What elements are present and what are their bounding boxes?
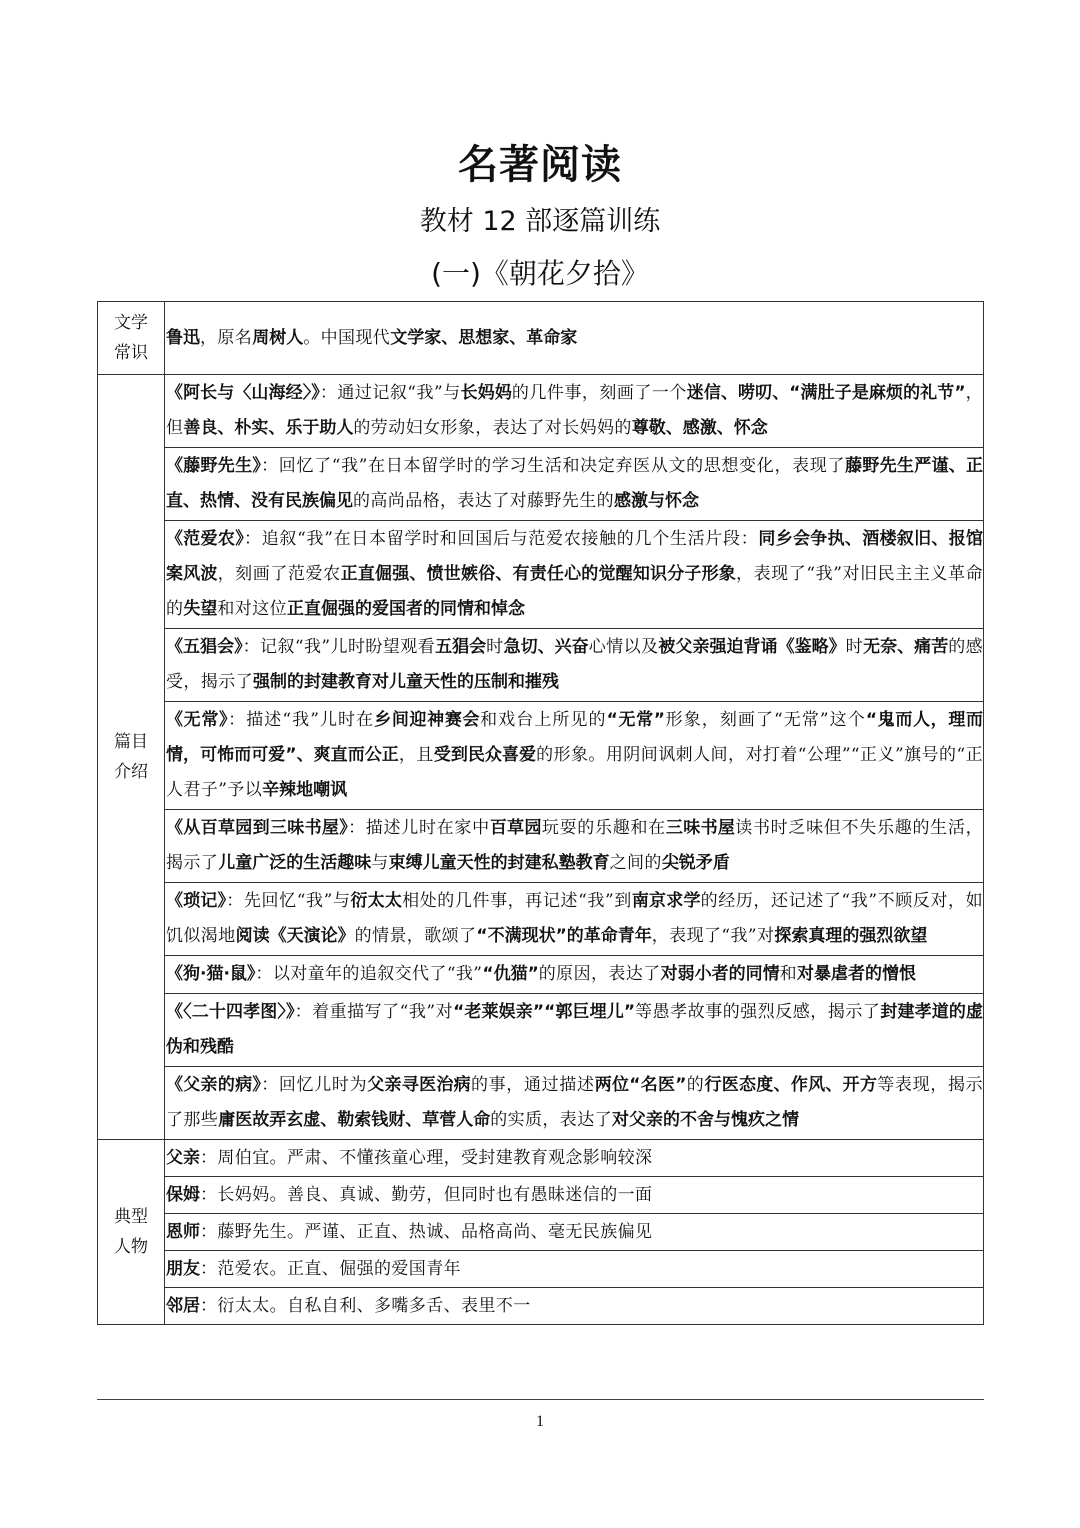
body-text: ，刻画了范爱农 xyxy=(217,564,341,584)
keyword-text: 正直倔强、愤世嫉俗、有责任心的觉醒知识分子形象 xyxy=(340,564,736,584)
character-entry xyxy=(165,1214,983,1250)
summary-table xyxy=(97,301,984,1325)
body-text: 的事，通过描述 xyxy=(470,1075,595,1095)
character-role: 保姆 xyxy=(166,1185,200,1205)
body-text: ，但 xyxy=(166,383,984,438)
table-row xyxy=(98,302,984,375)
keyword-text: 庸医故弄玄虚、勒索钱财、草菅人命 xyxy=(218,1110,491,1130)
keyword-text: 《五猖会》 xyxy=(166,637,243,657)
table-row xyxy=(98,810,984,883)
category-literature-label: 文学常识 xyxy=(114,313,148,363)
body-text: ：以对童年的追叙交代了“我” xyxy=(255,964,483,984)
chapter-summary xyxy=(165,375,983,447)
body-text: 玩耍的乐趣和在 xyxy=(541,818,666,838)
keyword-text: 两位“名医” xyxy=(594,1075,687,1095)
keyword-text: “不满现状”的革命青年 xyxy=(476,926,652,946)
keyword-text: “鬼而人，理而情，可怖而可爱”、爽直而公正 xyxy=(166,710,983,765)
table-row xyxy=(98,1067,984,1140)
keyword-text: 受到民众喜爱 xyxy=(433,745,537,765)
body-text: 的情景，歌颂了 xyxy=(354,926,477,946)
body-text: 和戏台上所见的 xyxy=(480,710,607,730)
body-text: 的几件事，刻画了一个 xyxy=(511,383,687,403)
category-chapters xyxy=(98,375,165,1140)
body-text: ：描述儿时在家中 xyxy=(348,818,490,838)
table-row xyxy=(98,1177,984,1214)
body-text: ，原名 xyxy=(200,328,253,348)
keyword-text: 无奈、痛苦 xyxy=(863,637,949,657)
body-text: 时 xyxy=(486,637,504,657)
keyword-text: 封建孝道的虚伪和残酷 xyxy=(166,1002,983,1057)
keyword-text: 行医态度、作风、开方 xyxy=(704,1075,878,1095)
body-text: ：记叙“我”儿时盼望观看 xyxy=(242,637,436,657)
body-text: ：着重描写了“我”对 xyxy=(294,1002,454,1022)
keyword-text: 《藤野先生》 xyxy=(166,456,262,476)
character-entry xyxy=(165,1140,983,1176)
table-row xyxy=(98,883,984,956)
keyword-text: 失望 xyxy=(183,599,218,619)
keyword-text: 束缚儿童天性的封建私塾教育 xyxy=(388,853,610,873)
table-row xyxy=(98,702,984,810)
document-subtitle: 教材 12 部逐篇训练 xyxy=(419,206,661,237)
body-text: 。中国现代 xyxy=(303,328,391,348)
character-entry xyxy=(165,1251,983,1287)
keyword-text: 藤野先生严谨、正直、热情、没有民族偏见 xyxy=(166,456,984,511)
category-literature xyxy=(98,302,165,375)
keyword-text: “无常” xyxy=(606,710,665,730)
section-heading: (一)《朝花夕拾》 xyxy=(431,257,649,290)
body-text: 等愚孝故事的强烈反感，揭示了 xyxy=(635,1002,881,1022)
keyword-text: 辛辣地嘲讽 xyxy=(262,780,348,800)
body-text: 之间的 xyxy=(609,853,662,873)
body-text: ：先回忆“我”与 xyxy=(226,891,351,911)
keyword-text: 感激与怀念 xyxy=(614,491,699,511)
body-text: 与 xyxy=(371,853,389,873)
literature-content xyxy=(165,302,983,374)
keyword-text: 同乡会争执、酒楼叙旧、报馆案风波 xyxy=(166,529,984,584)
keyword-text: 乡间迎神赛会 xyxy=(374,710,481,730)
keyword-text: 善良、朴实、乐于助人 xyxy=(183,418,354,438)
category-characters xyxy=(98,1140,165,1325)
keyword-text: 尖锐矛盾 xyxy=(661,853,730,873)
table-row xyxy=(98,994,984,1067)
body-text: ，表现了“我”对旧民主主义革命的 xyxy=(166,564,984,619)
body-text: 和对这位 xyxy=(217,599,288,619)
body-text: ：追叙“我”在日本留学时和回国后与范爱农接触的几个生活片段： xyxy=(244,529,759,549)
character-role: 朋友 xyxy=(166,1259,200,1279)
keyword-text: 《〈二十四孝图〉》 xyxy=(166,1002,295,1022)
body-text: 读书时乏味但不失乐趣的生活，揭示了 xyxy=(166,818,984,873)
keyword-text: “郭巨埋儿” xyxy=(544,1002,635,1022)
keyword-text: 南京求学 xyxy=(631,891,701,911)
keyword-text: 迷信、唠叨、“满肚子是麻烦的礼节” xyxy=(686,383,966,403)
body-text: ：通过记叙“我”与 xyxy=(319,383,461,403)
character-role: 邻居 xyxy=(166,1296,200,1316)
keyword-text: 父亲寻医治病 xyxy=(367,1075,471,1095)
keyword-text: 周树人 xyxy=(252,328,304,348)
keyword-text: 文学家、思想家、革命家 xyxy=(390,328,578,348)
body-text: 和 xyxy=(779,964,797,984)
keyword-text: 《从百草园到三味书屋》 xyxy=(166,818,349,838)
body-text: ：描述“我”儿时在 xyxy=(228,710,375,730)
chapter-summary xyxy=(165,702,983,809)
table-row xyxy=(98,521,984,629)
character-description: ：衍太太。自私自利、多嘴多舌、表里不一 xyxy=(200,1296,531,1316)
character-description: ：长妈妈。善良、真诚、勤劳，但同时也有愚昧迷信的一面 xyxy=(200,1185,653,1205)
character-description: ：范爱农。正直、倔强的爱国青年 xyxy=(200,1259,461,1279)
keyword-text: 鲁迅 xyxy=(166,328,200,348)
body-text: ：回忆了“我”在日本留学时的学习生活和决定弃医从文的思想变化，表现了 xyxy=(261,456,846,476)
chapter-summary xyxy=(165,448,983,520)
body-text: 等表现，揭示了那些 xyxy=(166,1075,984,1130)
body-text: 的实质，表达了 xyxy=(490,1110,613,1130)
body-text: 的劳动妇女形象，表达了对长妈妈的 xyxy=(353,418,632,438)
body-text: 心情以及 xyxy=(588,637,659,657)
chapter-summary xyxy=(165,956,983,993)
body-text: ：回忆儿时为 xyxy=(261,1075,368,1095)
keyword-text: “仇猫” xyxy=(482,964,539,984)
keyword-text: 《父亲的病》 xyxy=(166,1075,262,1095)
keyword-text: 《琐记》 xyxy=(166,891,227,911)
keyword-text: 五猖会 xyxy=(435,637,487,657)
keyword-text: 《狗·猫·鼠》 xyxy=(166,964,256,984)
body-text: 的高尚品格，表达了对藤野先生的 xyxy=(353,491,614,511)
character-entry xyxy=(165,1177,983,1213)
table-row xyxy=(98,1214,984,1251)
chapter-summary xyxy=(165,1067,983,1139)
footer-divider xyxy=(97,1399,984,1400)
chapter-summary xyxy=(165,629,983,701)
character-role: 恩师 xyxy=(166,1222,200,1242)
keyword-text: 儿童广泛的生活趣味 xyxy=(218,853,372,873)
keyword-text: 百草园 xyxy=(489,818,542,838)
category-characters-label: 典型人物 xyxy=(114,1207,148,1257)
keyword-text: 强制的封建教育对儿童天性的压制和摧残 xyxy=(253,672,559,692)
chapter-summary xyxy=(165,810,983,882)
table-row xyxy=(98,375,984,448)
keyword-text: 长妈妈 xyxy=(460,383,512,403)
body-text: 的感受，揭示了 xyxy=(166,637,984,692)
keyword-text: 三味书屋 xyxy=(665,818,736,838)
keyword-text: 《无常》 xyxy=(166,710,229,730)
keyword-text: 对暴虐者的憎恨 xyxy=(796,964,916,984)
keyword-text: 探索真理的强烈欲望 xyxy=(774,926,928,946)
table-row xyxy=(98,956,984,994)
body-text: 相处的几件事，再记述“我”到 xyxy=(402,891,632,911)
character-description: ：周伯宜。严肃、不懂孩童心理，受封建教育观念影响较深 xyxy=(200,1148,653,1168)
keyword-text: 正直倔强的爱国者的同情和悼念 xyxy=(287,599,526,619)
body-text: 的原因，表达了 xyxy=(538,964,661,984)
keyword-text: 阅读《天演论》 xyxy=(235,926,355,946)
keyword-text: 《范爱农》 xyxy=(166,529,245,549)
body-text: 时 xyxy=(845,637,864,657)
table-row xyxy=(98,1140,984,1177)
character-description: ：藤野先生。严谨、正直、热诚、品格高尚、毫无民族偏见 xyxy=(200,1222,653,1242)
table-row xyxy=(98,1251,984,1288)
category-chapters-label: 篇目介绍 xyxy=(114,732,148,782)
character-entry xyxy=(165,1288,983,1324)
keyword-text: 尊敬、感激、怀念 xyxy=(631,418,768,438)
keyword-text: “老莱娱亲” xyxy=(453,1002,545,1022)
chapter-summary xyxy=(165,521,983,628)
body-text: ，且 xyxy=(398,745,434,765)
body-text: 的经历，还记述了“我”不顾反对，如饥似渴地 xyxy=(166,891,984,946)
body-text: 的形象。用阴间讽刺人间，对打着“公理”“正义”旗号的“正人君子”予以 xyxy=(166,745,983,800)
keyword-text: 急切、兴奋 xyxy=(503,637,589,657)
table-row xyxy=(98,448,984,521)
character-role: 父亲 xyxy=(166,1148,200,1168)
body-text: 的 xyxy=(686,1075,705,1095)
table-row xyxy=(98,1288,984,1325)
page-number: 1 xyxy=(536,1413,544,1430)
keyword-text: 对弱小者的同情 xyxy=(660,964,780,984)
keyword-text: 对父亲的不舍与愧疚之情 xyxy=(612,1110,800,1130)
chapter-summary xyxy=(165,994,983,1066)
keyword-text: 衍太太 xyxy=(350,891,403,911)
body-text: ，表现了“我”对 xyxy=(651,926,775,946)
keyword-text: 《阿长与〈山海经〉》 xyxy=(166,383,320,403)
table-row xyxy=(98,629,984,702)
body-text: 形象，刻画了“无常”这个 xyxy=(664,710,866,730)
keyword-text: 被父亲强迫背诵《鉴略》 xyxy=(658,637,846,657)
document-title: 名著阅读 xyxy=(458,142,622,188)
chapter-summary xyxy=(165,883,983,955)
